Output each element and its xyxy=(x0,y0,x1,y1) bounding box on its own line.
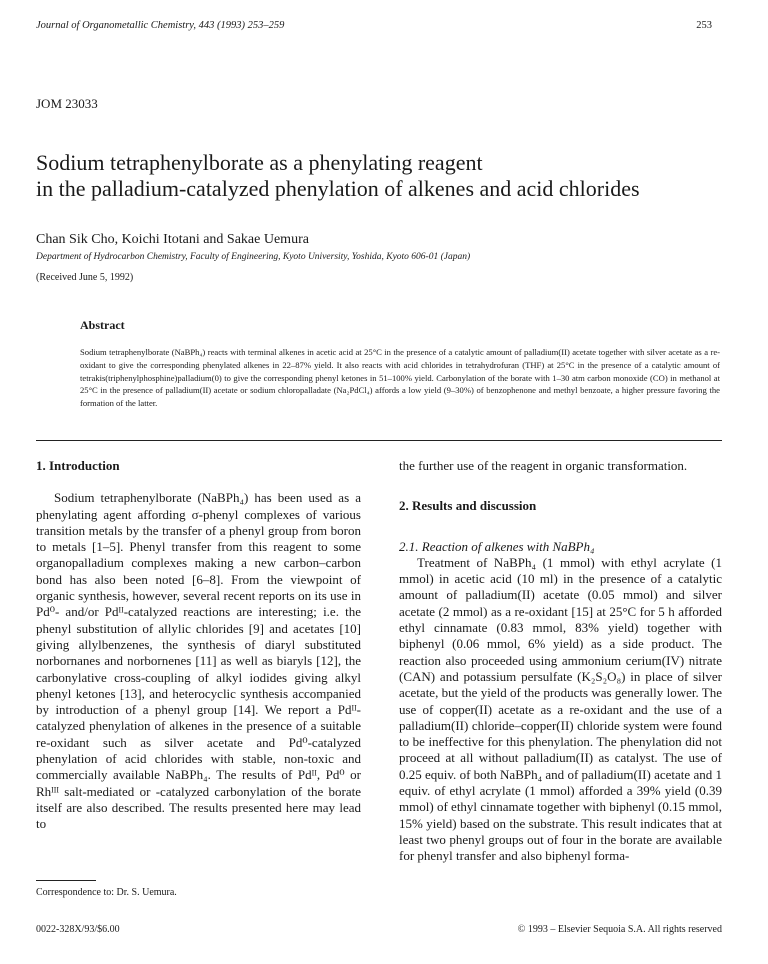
issn-code: 0022-328X/93/$6.00 xyxy=(36,924,120,935)
copyright-notice: © 1993 – Elsevier Sequoia S.A. All rights reserved xyxy=(517,924,722,935)
abstract-heading: Abstract xyxy=(80,318,125,332)
abstract-text: Sodium tetraphenylborate (NaBPh₄) reacts with terminal alkenes in acetic acid at 25°C in the presence of a catalytic amount of palladium(II) acetate together with silver acetate as a re-oxidant to give the corresponding phenylated alkenes in 22–87% yield. It also reacts with acid chlorides in tetrahydrofuran (THF) at 25°C in the presence of a catalytic amount of tetrakis(triphenylphosphine)palladium(0) to give the corresponding phenyl ketones in 51–100% yield. Carbonylation of the borate with 1–30 atm carbon monoxide (CO) in methanol at 25°C in the presence of palladium(II) acetate or sodium chloropalladate (Na₂PdCl₄) affords a low yield (9–30%) of benzophenone and methyl benzoate, a higher pressure favoring the formation of the latter. xyxy=(80,347,720,409)
footnote-rule xyxy=(36,880,96,881)
left-column xyxy=(36,458,361,833)
correspondence-note: Correspondence to: Dr. S. Uemura. xyxy=(36,887,177,898)
title-line-2: in the palladium-catalyzed phenylation of alkenes and acid chlorides xyxy=(36,176,640,201)
subsection-heading: 2.1. Reaction of alkenes with NaBPh₄ xyxy=(399,538,595,554)
journal-citation: Journal of Organometallic Chemistry, 443 (1993) 253–259 xyxy=(36,20,285,31)
title-line-1: Sodium tetraphenylborate as a phenylating reagent xyxy=(36,150,483,175)
right-column xyxy=(399,458,722,865)
received-date: (Received June 5, 1992) xyxy=(36,272,134,283)
page-number: 253 xyxy=(696,20,712,31)
article-id: JOM 23033 xyxy=(36,96,98,111)
article-title xyxy=(36,150,736,202)
author-list: Chan Sik Cho, Koichi Itotani and Sakae Uemura xyxy=(36,232,309,247)
results-heading: 2. Results and discussion xyxy=(399,498,537,514)
affiliation: Department of Hydrocarbon Chemistry, Faculty of Engineering, Kyoto University, Yoshida, Kyoto 606-01 (Japan) xyxy=(36,252,471,262)
introduction-heading: 1. Introduction xyxy=(36,458,120,473)
section-divider xyxy=(36,440,722,441)
continuation-text: the further use of the reagent in organic transformation. xyxy=(399,458,688,473)
introduction-paragraph: Sodium tetraphenylborate (NaBPh₄) has been used as a phenylating agent affording σ-phenyl complexes of various transition metals by the transfer of a phenyl group from boron to metals [1–5]. Phenyl transfer from this reagent to some organopalladium complexes making a new carbon–carbon bond has also been noted [6–8]. From the viewpoint of organic synthesis, however, several recent reports on its use in Pd⁰- and/or Pdᴵᴵ-catalyzed reactions are interesting; i.e. the phenyl substitution of allylic chlorides [9] and acetates [10] giving allylbenzenes, the synthesis of diaryl substituted norbornanes and norbornenes [11] as well as biaryls [12], the carbonylative cross-coupling of alkyl iodides giving alkyl phenyl ketones [13], and heterocyclic synthesis accompanied by introduction of a phenyl group [14]. We report a Pdᴵᴵ-catalyzed phenylation of alkenes in the presence of a suitable re-oxidant such as silver acetate and Pd⁰-catalyzed phenylation of acid chlorides with stable, non-toxic and commercially available NaBPh₄. The results of Pdᴵᴵ, Pd⁰ or Rhᴵᴵᴵ salt-mediated or -catalyzed carbonylation of the borate itself are also described. The results presented here may lead to xyxy=(36,490,361,832)
results-paragraph: Treatment of NaBPh₄ (1 mmol) with ethyl acrylate (1 mmol) in acetic acid (10 ml) in the presence of a catalytic amount of palladium(II) acetate (0.05 mmol) and silver acetate (2 mmol) as a re-oxidant [15] at 25°C for 5 h afforded ethyl cinnamate (0.83 mmol, 83% yield) together with biphenyl (0.06 mmol, 6% yield) as a side product. The reaction also proceeded using ammonium cerium(IV) nitrate (CAN) and potassium persulfate (K₂S₂O₈) in place of silver acetate, but the yield of the products was generally lower. The use of copper(II) acetate as a re-oxidant and the use of a palladium(II) chloride–copper(II) chloride system were found to be ineffective for this phenylation. The phenylation did not proceed at all without palladium(II) as catalyst. The use of 0.25 equiv. of both NaBPh₄ and of palladium(II) acetate and 1 equiv. of ethyl acrylate (1 mmol) afforded a 39% yield (0.39 mmol) of ethyl cinnamate together with biphenyl (0.15 mmol, 15% yield) based on the substrate. This result indicates that at least two phenyl groups out of four in the borate are available for phenyl transfer and also biphenyl forma- xyxy=(399,554,722,864)
